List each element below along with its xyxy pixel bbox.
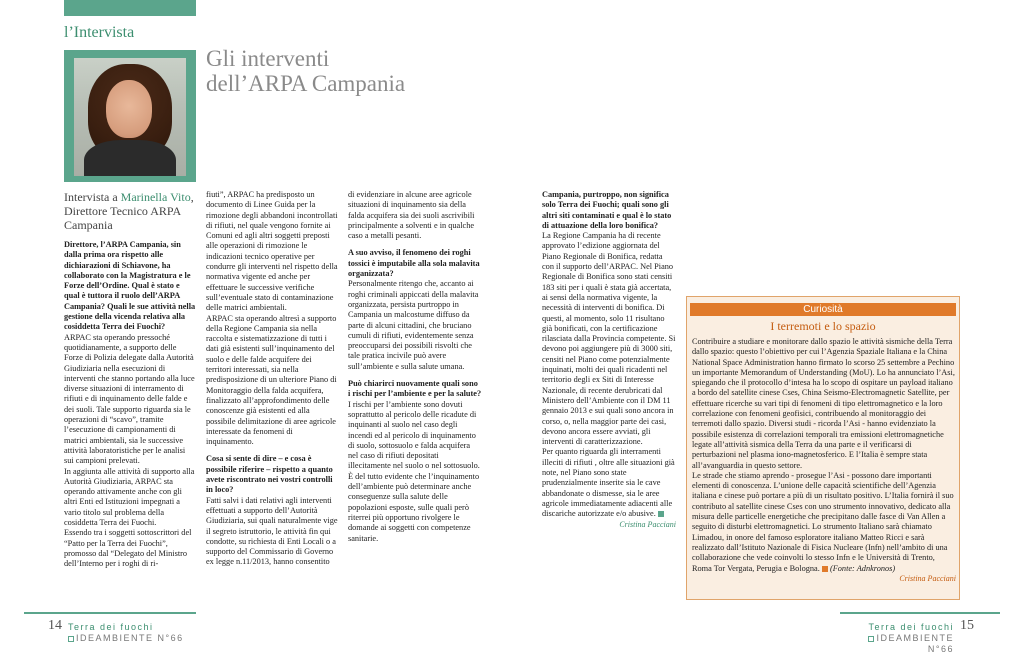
box-signature: Cristina Pacciani bbox=[899, 573, 956, 583]
paragraph: Per quanto riguarda gli interramenti illeciti di rifiuti , oltre alle situazioni già note, nel Piano sono state prudenzialmente inserite sia le cave abbandonate o dismesse, sia le aree agricole immediatamente adiacenti alle discariche autorizzate e/o abusive. bbox=[542, 447, 675, 519]
header-accent-bar bbox=[64, 0, 196, 16]
footer-right bbox=[842, 622, 954, 655]
page-number-left: 14 bbox=[48, 618, 62, 633]
paragraph: di evidenziare in alcune aree agricole situazioni di inquinamento sia della falda acquifera sia dei suoli ascrivibili principalmente a solventi e in qualche caso a metalli pesanti. bbox=[348, 190, 475, 241]
logo-square-icon bbox=[868, 636, 874, 642]
question-2: Cosa si sente di dire – e cosa è possibile riferire – rispetto a quanto avete riscontrato nei vostri controlli in loco? bbox=[206, 454, 333, 495]
box-source: (Fonte: Adnkronos) bbox=[829, 563, 896, 573]
paragraph: I rischi per l’ambiente sono dovuti soprattutto al pericolo delle ricadute di inquinanti al suolo nel caso degli incendi ed al pericolo di inquinamento di suolo, sottosuolo e falda acquifera nel caso di rifiuti depositati illecitamente nel suolo o nel sottosuolo. È del tutto evidente che l’inquinamento dell’ambiente può determinare anche conseguenze sulla salute delle popolazioni esposte, sulle quali però riterrei più opportuno rivolgere le domande ai soggetti con competenze sanitarie. bbox=[348, 399, 480, 543]
paragraph: Essendo tra i soggetti sottoscrittori del “Patto per la Terra dei Fuochi”, promosso dal “Delegato del Ministro dell’Interno per i roghi di ri- bbox=[64, 528, 192, 569]
paragraph: ARPAC sta operando altresì a supporto della Regione Campania sia nella raccolta e sistematizzazione di tutti i dati già esistenti sull’inquinamento del suolo e delle falde acquifere dei territori interessati, sia nella predisposizione di un ulteriore Piano di Monitoraggio della falda acquifera, finalizzato all’approfondimento delle conoscenze già esistenti ed alla possibile delimitazione di aree agricole interessate da fenomeni di inquinamento. bbox=[206, 313, 337, 447]
magazine-name: IDEAMBIENTE N°66 bbox=[76, 633, 184, 643]
page-number-right: 15 bbox=[960, 618, 974, 633]
article-column-3 bbox=[348, 190, 482, 544]
question-3: A suo avviso, il fenomeno dei roghi tossici è imputabile alla sola malavita organizzata? bbox=[348, 248, 480, 279]
title-line-1: Gli interventi bbox=[206, 46, 330, 71]
end-mark-icon bbox=[658, 511, 664, 517]
question-5: Campania, purtroppo, non significa solo Terra dei Fuochi; quali sono gli altri siti contaminati e qual è lo stato di attuazione della loro bonifica? bbox=[542, 190, 672, 230]
article-column-2 bbox=[206, 190, 338, 568]
footer-rule-right bbox=[840, 612, 1000, 614]
footer-rule-left bbox=[24, 612, 196, 614]
box-paragraph: Le strade che stiamo aprendo - prosegue l’Asi - possono dare importanti elementi di conoscenza. L’unione delle capacità scientifiche dell’Agenzia italiana e cinese può portare a più di un risultato positivo. L’Italia fornirà il suo contributo al satellite cinese Cses con uno strumento innovativo, dedicato alla misura delle particelle energetiche che precipitano dalle fasce di Van Allen a seguito di disturbi elettromagnetici. Lo strumento Italiano sarà chiamato Limadou, in onore del famoso esploratore italiano Matteo Ricci e sarà realizzato dall’Istituto Nazionale di Fisica Nucleare (Infn) nell’ambito di una collaborazione che vede coinvolti lo stesso Infn e le Università di Trento, Roma Tor Vergata, Perugia e Bologna. bbox=[692, 470, 954, 573]
sidebar-box bbox=[686, 296, 960, 600]
logo-square-icon bbox=[68, 636, 74, 642]
question-1: Direttore, l’ARPA Campania, sin dalla prima ora rispetto alle dichiarazioni di Schiavone, ha collaborato con la Magistratura e le Forze dell’Ordine. Qual è stato e qual è tuttora il ruolo dell’ARPA Campania? Quali le sue attività nella gestione della vicenda relativa alla cosiddetta Terra dei Fuochi? bbox=[64, 240, 196, 332]
interviewee-photo bbox=[64, 50, 196, 182]
section-label: l’Intervista bbox=[64, 24, 135, 41]
box-text bbox=[692, 337, 956, 584]
box-label: Curiosità bbox=[690, 303, 956, 316]
byline-role: , Direttore Tecnico ARPA Campania bbox=[64, 190, 194, 232]
box-title: I terremoti e lo spazio bbox=[770, 319, 876, 333]
paragraph: Personalmente ritengo che, accanto ai roghi criminali appiccati della malavita organizzata, persista purtroppo in Campania un malcostume diffuso da parte di alcuni cittadini, che bruciano cumuli di rifiuti, evidentemente senza preoccuparsi dei possibili risvolti che tale pratica incivile può avere sull’ambiente e sulla salute umana. bbox=[348, 279, 479, 371]
running-title: Terra dei fuochi bbox=[68, 622, 154, 632]
paragraph: fiuti”, ARPAC ha predisposto un documento di Linee Guida per la rimozione degli abbandoni incontrollati di rifiuti, nel quale vengono fornite ai Comuni ed agli altri soggetti preposti alle operazioni di rimozione le indicazioni tecnico operative per condurre gli interventi nel rispetto della normativa vigente ed anche per effettuare le successive verifiche sull’eventuale stato di contaminazione delle matrici ambientali. bbox=[206, 190, 338, 313]
box-paragraph: Contribuire a studiare e monitorare dallo spazio le attività sismiche della Terra dallo spazio: questo l’obiettivo per cui l’Agenzia Spaziale Italiana e la China National Space Administration hanno firmato lo scorso 25 settembre a Pechino un importante Memorandum of Understanding (MoU). Lo ha annunciato l’Asi, spiegando che il protocollo d’intesa ha lo scopo di ospitare un payload italiano a bordo del satellite cinese Cses, China Seismo-Electromagnetic Satellite, per effettuare ricerche su vari tipi di fenomeni di tipo elettromagnetico e la loro correlazione con fenomeni geofisici, contribuendo al monitoraggio dei terremoti dallo spazio. Diversi studi - ricorda l’Asi - hanno evidenziato la possibile esistenza di correlazioni temporali tra emissioni elettromagnetiche legate all’attività sismica della Terra da una parte e il verificarsi di perturbazioni nel plasma iono-magnetosferico. E l’Italia è sempre stata all’avanguardia in questo settore. bbox=[692, 337, 955, 470]
byline-prefix: Intervista a bbox=[64, 190, 121, 204]
footer-left bbox=[68, 622, 184, 644]
title-line-2: dell’ARPA Campania bbox=[206, 71, 406, 96]
byline bbox=[64, 190, 194, 232]
paragraph: In aggiunta alle attività di supporto alla Autorità Giudiziaria, ARPAC sta operando attivamente anche con gli altri Enti ed Istituzioni impegnati a vario titolo sul problema della cosiddetta Terra dei Fuochi. bbox=[64, 466, 195, 528]
article-column-4 bbox=[542, 190, 676, 530]
magazine-name: IDEAMBIENTE N°66 bbox=[876, 633, 954, 654]
question-4: Può chiarirci nuovamente quali sono i rischi per l’ambiente e per la salute? bbox=[348, 379, 482, 399]
article-column-1 bbox=[64, 240, 196, 570]
byline-name: Marinella Vito bbox=[120, 190, 191, 204]
end-mark-icon bbox=[822, 566, 828, 572]
author-signature: Cristina Pacciani bbox=[619, 519, 676, 529]
running-title: Terra dei fuochi bbox=[868, 622, 954, 632]
article-title bbox=[206, 46, 405, 96]
paragraph: Fatti salvi i dati relativi agli interventi effettuati a supporto dell’Autorità Giudiziaria, sui quali naturalmente vige il segreto istruttorio, le attività fin qui condotte, su richiesta di Enti Locali o a supporto del Commissario di Governo ex legge n.11/2013, hanno consentito bbox=[206, 495, 338, 567]
paragraph: ARPAC sta operando pressoché quotidianamente, a supporto delle Forze di Polizia delegate dalla Autorità Giudiziaria nella esecuzioni di interventi che stanno portando alla luce diverse situazioni di interramento di rifiuti e di inquinamento delle falde e dei suoli. Tale supporto riguarda sia le operazioni di “scavo”, tramite l’esecuzione di campionamenti di matrici ambientali, sia le successive attività laboratoristiche per le analisi sui campioni prelevati. bbox=[64, 332, 195, 466]
paragraph: La Regione Campania ha di recente approvato l’edizione aggiornata del Piano Regionale di Bonifica, redatta con il supporto dell’ARPAC. Nel Piano Regionale di Bonifica sono stati censiti 183 siti per i quali è stata già accertata, ai sensi della normativa vigente, la necessità di interventi di bonifica. Di questi, al momento, solo 11 risultano già bonificati, con la certificazione rilasciata dalla Provincia competente. Si devono poi aggiungere più di 3000 siti, censiti nel Piano come potenzialmente inquinati, molti dei quali ricadenti nel territorio degli ex Siti di Interesse Nazionale, di recente derubricati dal Ministero dell’Ambiente con il DM 11 gennaio 2013 e sui quali sono ancora in corso, o, nella maggior parte dei casi, devono ancora essere avviati, gli interventi di caratterizzazione. bbox=[542, 231, 676, 447]
